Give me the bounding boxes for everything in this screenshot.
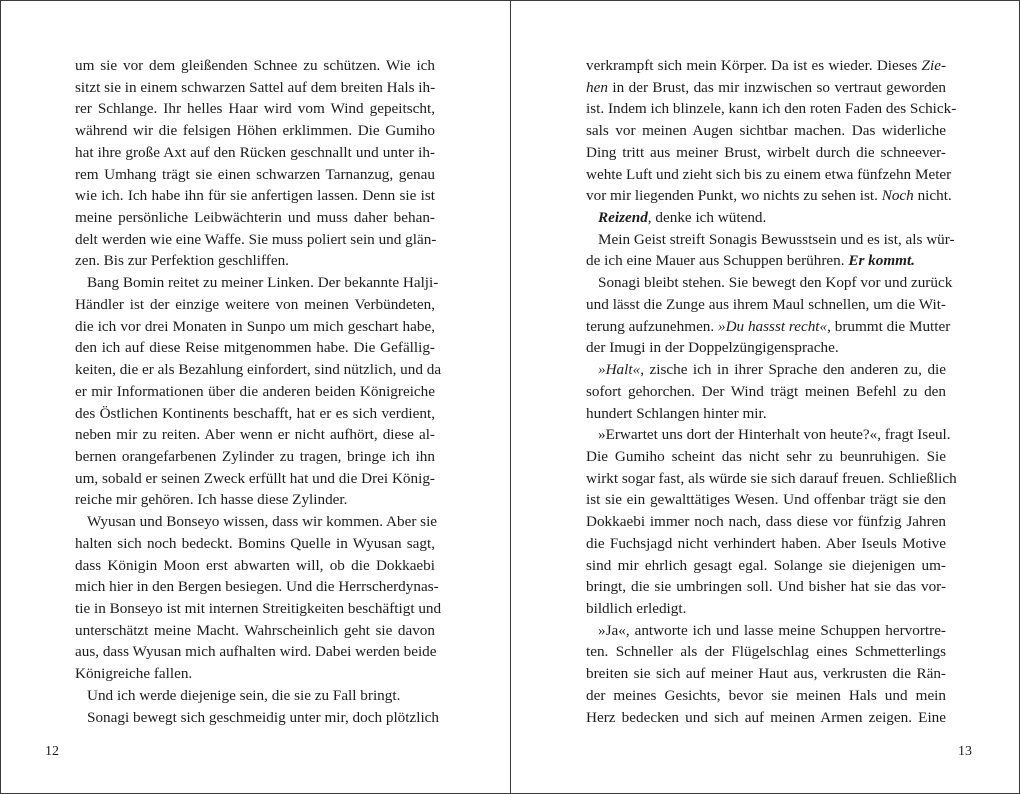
text-line bbox=[75, 294, 435, 316]
text-segment: sofort gehorchen. Der Wind trägt meinen Befehl zu den bbox=[586, 382, 946, 400]
text-line bbox=[586, 185, 952, 207]
text-segment: reiche mir gehören. Ich hasse diese Zylinder. bbox=[75, 491, 348, 509]
text-line bbox=[586, 533, 946, 555]
text-line bbox=[586, 468, 957, 490]
text-line bbox=[586, 98, 957, 120]
emphasized-text: »Halt« bbox=[598, 361, 641, 379]
text-segment: Ding tritt aus meiner Brust, wirbelt durch die schneever- bbox=[586, 143, 946, 161]
left-page-number: 12 bbox=[45, 744, 59, 759]
text-line bbox=[75, 316, 435, 338]
text-segment: , denke ich wütend. bbox=[647, 209, 767, 227]
text-line bbox=[75, 511, 438, 533]
text-line bbox=[75, 663, 435, 685]
text-line bbox=[586, 250, 946, 272]
text-segment: um sie vor dem gleißenden Schnee zu schützen. Wie ich bbox=[75, 57, 435, 74]
text-line bbox=[75, 250, 435, 272]
text-segment: bringt, die sie umbringen soll. Und bisher hat sie das vor- bbox=[586, 578, 946, 596]
text-line bbox=[75, 489, 435, 511]
right-page-number: 13 bbox=[958, 744, 972, 759]
text-line bbox=[586, 685, 946, 707]
text-segment: bernen orangefarbenen Zylinder zu tragen, bringe ich ihn bbox=[75, 447, 435, 465]
text-segment: neben mir zu reiten. Aber wenn er nicht aufhört, diese al- bbox=[75, 426, 435, 444]
text-line bbox=[586, 424, 951, 446]
text-segment: verkrampft sich mein Körper. Da ist es wieder. Dieses bbox=[586, 57, 922, 74]
emphasized-text: Reizend bbox=[598, 209, 648, 227]
text-line bbox=[586, 489, 946, 511]
text-segment: Mein Geist streift Sonagis Bewusstsein und es ist, als wür- bbox=[598, 230, 955, 248]
text-segment: vor mir liegenden Punkt, wo nichts zu sehen ist. bbox=[586, 187, 882, 205]
text-segment: breiten sie sich auf meiner Haut aus, verkrusten die Rän- bbox=[586, 665, 946, 683]
text-segment: Bang Bomin reitet zu meiner Linken. Der bekannte Halji- bbox=[87, 274, 439, 292]
text-line bbox=[75, 120, 435, 142]
text-segment: Händler ist der einzige weitere von meinen Verbündeten, bbox=[75, 295, 435, 313]
text-segment: den ich auf diese Reise mitgenommen habe. Die Gefällig- bbox=[75, 339, 435, 357]
text-segment: wie ich. Ich habe ihn für sie anfertigen lassen. Denn sie ist bbox=[75, 187, 435, 205]
text-line bbox=[75, 598, 442, 620]
text-line bbox=[586, 207, 946, 229]
text-line bbox=[586, 272, 953, 294]
text-line bbox=[586, 337, 946, 359]
page-gutter-divider bbox=[510, 0, 511, 794]
text-segment: »Ja«, antworte ich und lasse meine Schuppen hervortre- bbox=[598, 621, 946, 639]
left-page-body bbox=[75, 55, 442, 728]
text-segment: der Imugi in der Doppelzüngigensprache. bbox=[586, 339, 839, 357]
text-line bbox=[75, 576, 439, 598]
text-line bbox=[586, 77, 946, 99]
emphasized-text: hen bbox=[586, 78, 608, 96]
text-line bbox=[75, 403, 435, 425]
text-segment: keiten, die er als Bezahlung einfordert, sind nützlich, und da bbox=[75, 361, 442, 379]
text-line bbox=[75, 685, 435, 707]
emphasized-text: Noch bbox=[881, 187, 914, 205]
text-line bbox=[75, 424, 435, 446]
text-segment: ten. Schneller als der Flügelschlag eines Schmetterlings bbox=[586, 643, 946, 661]
text-line bbox=[75, 142, 435, 164]
text-line bbox=[586, 164, 952, 186]
text-segment: des Östlichen Kontinents beschafft, hat er es sich verdient, bbox=[75, 404, 435, 422]
text-segment: hat ihre große Axt auf den Rücken geschnallt und unter ih- bbox=[75, 143, 435, 161]
text-segment: zen. Bis zur Perfektion geschliffen. bbox=[75, 252, 289, 270]
text-segment: »Erwartet uns dort der Hinterhalt von heute?«, fragt Iseul. bbox=[598, 426, 951, 444]
text-line bbox=[586, 641, 946, 663]
text-segment: Und ich werde diejenige sein, die sie zu Fall bringt. bbox=[87, 686, 401, 704]
text-line bbox=[586, 381, 946, 403]
text-segment: sind mir ehrlich gesagt egal. Solange sie diejenigen um- bbox=[586, 556, 946, 574]
text-segment: aus, dass Wyusan mich aufhalten wird. Dabei werden beide bbox=[75, 643, 437, 661]
text-segment: die Fuchsjagd nicht verhindert haben. Aber Iseuls Motive bbox=[586, 534, 946, 552]
text-line bbox=[75, 55, 435, 77]
text-line bbox=[75, 468, 435, 490]
text-line bbox=[75, 620, 435, 642]
text-segment: hundert Schlangen hinter mir. bbox=[586, 404, 767, 422]
text-line bbox=[586, 294, 946, 316]
text-line bbox=[586, 576, 946, 598]
text-segment: wirkt sogar fast, als würde sie sich darauf freuen. Schließlich bbox=[586, 469, 957, 487]
text-segment: dass Königin Moon erst abwarten will, ob die Dokkaebi bbox=[75, 556, 435, 574]
text-line bbox=[586, 403, 946, 425]
emphasized-text: Zie- bbox=[921, 57, 946, 74]
text-segment: meine persönliche Leibwächterin und muss daher behan- bbox=[75, 209, 435, 227]
text-line bbox=[586, 120, 946, 142]
text-line bbox=[75, 641, 435, 663]
text-line bbox=[75, 446, 435, 468]
text-segment: rer Schlange. Ihr helles Haar wird vom Wind gepeitscht, bbox=[75, 100, 435, 118]
text-segment: delt werden wie eine Waffe. Sie muss poliert sein und glän- bbox=[75, 230, 437, 248]
text-line bbox=[586, 663, 946, 685]
text-line bbox=[75, 533, 435, 555]
text-line bbox=[586, 620, 946, 642]
text-segment: um, sobald er seinen Zweck erfüllt hat und die Drei König- bbox=[75, 469, 435, 487]
text-line bbox=[586, 555, 946, 577]
text-segment: der meines Gesichts, bevor sie meinen Hals und mein bbox=[586, 686, 946, 704]
text-line bbox=[75, 98, 435, 120]
text-segment: Königreiche fallen. bbox=[75, 665, 193, 683]
text-segment: rem Umhang trägt sie einen schwarzen Tarnanzug, genau bbox=[75, 165, 435, 183]
text-segment: er mir Informationen über die anderen beiden Königreiche bbox=[75, 382, 435, 400]
text-segment: tie in Bonseyo ist mit internen Streitigkeiten beschäftigt und bbox=[75, 599, 442, 617]
text-segment: Die Gumiho scheint das nicht sehr zu beunruhigen. Sie bbox=[586, 447, 946, 465]
text-segment: , brummt die Mutter bbox=[827, 317, 951, 335]
text-line bbox=[75, 359, 442, 381]
text-segment: , zische ich in ihrer Sprache den anderen zu, die bbox=[640, 361, 946, 379]
right-page-body bbox=[586, 55, 957, 728]
text-segment: ist. Indem ich blinzele, kann ich den roten Faden des Schick- bbox=[586, 100, 957, 118]
text-segment: Dokkaebi immer noch nach, dass diese vor fünfzig Jahren bbox=[586, 513, 946, 531]
text-segment: mich hier in den Bergen besiegen. Und die Herrscherdynas- bbox=[75, 578, 439, 596]
text-segment: und lässt die Zunge aus ihrem Maul schnellen, um die Wit- bbox=[586, 295, 946, 313]
text-segment: Herz bedecken und sich auf meinen Armen zeigen. Eine bbox=[586, 708, 946, 726]
text-segment: Sonagi bewegt sich geschmeidig unter mir, doch plötzlich bbox=[87, 708, 439, 726]
emphasized-text: »Du hassst recht« bbox=[718, 317, 828, 335]
text-line bbox=[75, 555, 435, 577]
text-line bbox=[586, 229, 955, 251]
text-line bbox=[75, 229, 435, 251]
text-segment: Wyusan und Bonseyo wissen, dass wir kommen. Aber sie bbox=[87, 513, 438, 531]
text-line bbox=[75, 207, 435, 229]
text-segment: die ich vor drei Monaten in Sunpo um mich geschart habe, bbox=[75, 317, 435, 335]
text-line bbox=[586, 446, 946, 468]
text-line bbox=[75, 381, 435, 403]
text-segment: Sonagi bleibt stehen. Sie bewegt den Kopf vor und zurück bbox=[598, 274, 953, 292]
text-line bbox=[586, 142, 946, 164]
text-line bbox=[75, 185, 435, 207]
text-line bbox=[75, 272, 439, 294]
text-segment: sals vor meinen Augen sichtbar machen. Das widerliche bbox=[586, 122, 946, 140]
text-line bbox=[75, 707, 439, 729]
text-line bbox=[586, 707, 946, 729]
text-segment: während wir die felsigen Höhen erklimmen. Die Gumiho bbox=[75, 122, 435, 140]
text-line bbox=[586, 598, 946, 620]
text-segment: in der Brust, das mir inzwischen so vertraut geworden bbox=[607, 78, 946, 96]
text-segment: sitzt sie in einem schwarzen Sattel auf dem breiten Hals ih- bbox=[75, 78, 436, 96]
text-line bbox=[75, 337, 435, 359]
text-line bbox=[586, 55, 946, 77]
text-line bbox=[75, 77, 435, 99]
text-segment: halten sich noch bedeckt. Bomins Quelle in Wyusan sagt, bbox=[75, 534, 435, 552]
text-line bbox=[586, 359, 946, 381]
emphasized-text: Er kommt. bbox=[848, 252, 915, 270]
text-segment: bildlich erledigt. bbox=[586, 599, 687, 617]
text-segment: wehte Luft und zieht sich bis zu einem etwa fünfzehn Meter bbox=[586, 165, 952, 183]
text-segment: ist sie ein gewalttätiges Wesen. Und offenbar trägt sie den bbox=[586, 491, 946, 509]
text-segment: de ich eine Mauer aus Schuppen berühren. bbox=[586, 252, 849, 270]
text-segment: nicht. bbox=[913, 187, 952, 205]
text-line bbox=[586, 316, 951, 338]
text-segment: terung aufzunehmen. bbox=[586, 317, 718, 335]
text-line bbox=[586, 511, 946, 533]
text-segment: unterschätzt meine Macht. Wahrscheinlich geht sie davon bbox=[75, 621, 435, 639]
text-line bbox=[75, 164, 435, 186]
